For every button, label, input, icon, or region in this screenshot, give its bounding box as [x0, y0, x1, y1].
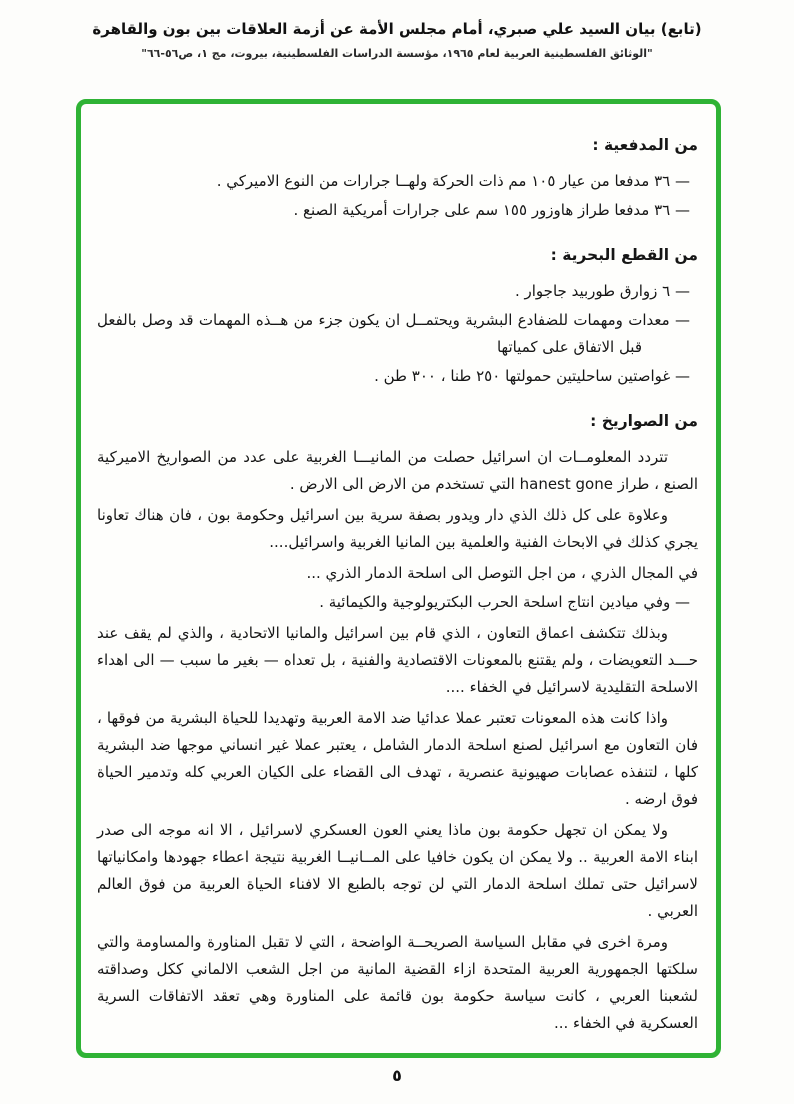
paragraph: تتردد المعلومــات ان اسرائيل حصلت من المانيـــا الغربية على عدد من الصواريخ الاميركية الصنع ، طراز hanest gone التي تستخدم من الارض الى الارض . — [97, 447, 698, 493]
list-item: — ٣٦ مدفعا طراز هاوزور ١٥٥ سم على جرارات أمريكية الصنع . — [293, 200, 690, 219]
paragraph-continuation: في المجال الذري ، من اجل التوصل الى اسلحة الدمار الذري ... — [306, 563, 698, 582]
list-item: — وفي ميادين انتاج اسلحة الحرب البكتريولوجية والكيمائية . — [319, 592, 690, 611]
source-citation: "الوثائق الفلسطينية العربية لعام ١٩٦٥، مؤسسة الدراسات الفلسطينية، بيروت، مج ١، ص٥٦-٦٦" — [141, 47, 653, 60]
paragraph: وبذلك تتكشف اعماق التعاون ، الذي قام بين اسرائيل والمانيا الاتحادية ، والذي لم يقف عند حـــد التعويضات ، ولم يقتنع بالمعونات الاقتصادية والفنية ، بل تعداه — بغير ما سبب — الى اهداء الاسلحة التقليدية لاسرائيل في الخفاء .... — [97, 623, 698, 696]
document-header — [0, 0, 794, 60]
paragraph: وعلاوة على كل ذلك الذي دار ويدور بصفة سرية بين اسرائيل وحكومة بون ، فان هناك تعاونا يجري كذلك في الابحاث الفنية والعلمية بين المانيا الغربية واسرائيل.... — [97, 505, 698, 551]
section-heading-naval: من القطع البحرية : — [550, 245, 698, 264]
list-item: — ٣٦ مدفعا من عيار ١٠٥ مم ذات الحركة ولهــا جرارات من النوع الاميركي . — [216, 171, 690, 190]
page-number: ٥ — [392, 1066, 402, 1085]
page-footer — [0, 1066, 794, 1085]
document-body — [97, 132, 698, 1037]
content-frame — [76, 99, 721, 1058]
paragraph: ولا يمكن ان تجهل حكومة بون ماذا يعني العون العسكري لاسرائيل ، الا انه موجه الى صدر ابناء الامة العربية .. ولا يمكن ان يكون خافيا على المــانيــا الغربية نتيجة اعطاء جهودها وامكانياتها لاسرائيل حتى تملك اسلحة الدمار التي لن توجه بالطبع الا لافناء الحياة العربية من فوق العالم العربي . — [97, 820, 698, 920]
paragraph: ومرة اخرى في مقابل السياسة الصريحــة الواضحة ، التي لا تقبل المناورة والمساومة والتي سلكتها الجمهورية العربية المتحدة ازاء القضية المانية من اجل الشعب الالماني ككل وصداقته لشعبنا العربي ، كانت سياسة حكومة بون قائمة على المناورة وهي تعقد الاتفاقات السرية العسكرية في الخفاء ... — [97, 932, 698, 1032]
list-item: — معدات ومهمات للضفادع البشرية ويحتمــل ان يكون جزء من هــذه المهمات قد وصل بالفعل قبل الاتفاق على كمياتها — [97, 310, 690, 356]
section-heading-artillery: من المدفعية : — [592, 136, 698, 154]
list-item: — غواصتين ساحليتين حمولتها ٢٥٠ طنا ، ٣٠٠ طن . — [374, 366, 690, 385]
section-heading-missiles: من الصواريخ : — [590, 411, 698, 430]
document-title: (تابع) بيان السيد علي صبري، أمام مجلس الأمة عن أزمة العلاقات بين بون والقاهرة — [92, 20, 702, 38]
list-item: — ٦ زوارق طوربيد جاجوار . — [514, 281, 690, 300]
paragraph: واذا كانت هذه المعونات تعتبر عملا عدائيا ضد الامة العربية وتهديدا للحياة البشرية من فوقها ، فان التعاون مع اسرائيل لصنع اسلحة الدمار الشامل ، يعتبر عملا غير انساني موجها ضد البشرية كلها ، لتنفذه عصابات صهيونية عنصرية ، تهدف الى القضاء على الكيان العربي كله وتدمير الحياة فوق ارضه . — [97, 708, 698, 808]
